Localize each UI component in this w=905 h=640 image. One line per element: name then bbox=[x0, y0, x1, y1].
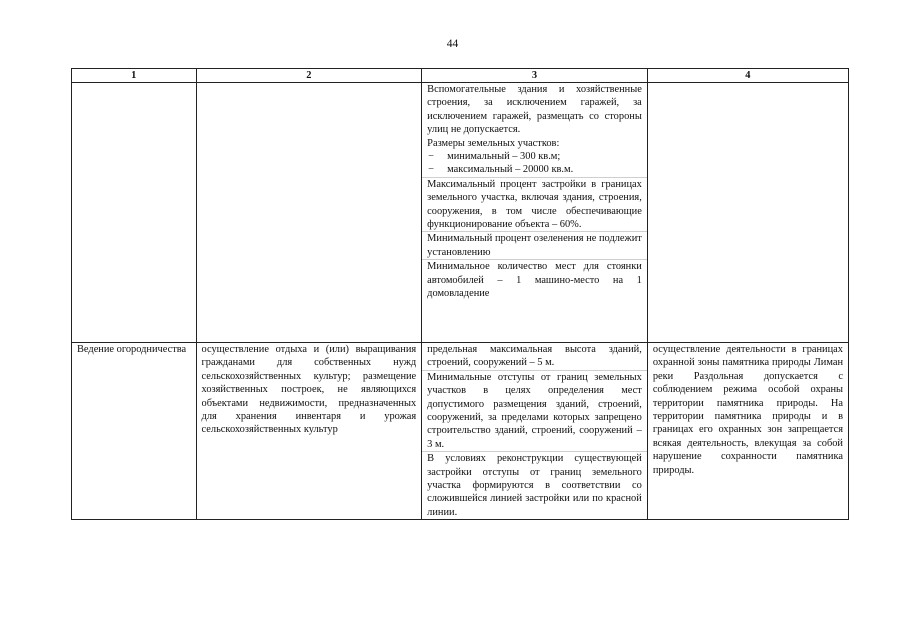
bullet-dash: − bbox=[428, 151, 435, 163]
list-item-text: максимальный – 20000 кв.м. bbox=[447, 164, 574, 176]
zoning-table bbox=[71, 68, 849, 520]
list-item-text: минимальный – 300 кв.м; bbox=[447, 151, 561, 163]
page-number: 44 bbox=[446, 38, 459, 50]
header-cell-4: 4 bbox=[647, 69, 848, 83]
table-row bbox=[72, 343, 849, 520]
row1-paragraph-outbuildings: Вспомогательные здания и хозяйственные строения, за исключением гаражей, за исключением гаражей, размещать со стороны улиц не допускается. bbox=[427, 84, 642, 136]
row1-paragraph-greening: Минимальный процент озеленения не подлежит установлению bbox=[422, 231, 647, 259]
row2-col4-cell bbox=[647, 343, 848, 520]
table-row bbox=[72, 83, 849, 343]
row1-col2-cell bbox=[196, 83, 422, 343]
land-use-description: осуществление отдыха и (или) выращивания гражданами для собственных нужд сельскохозяйственных культур; размещение хозяйственных построек, не являющихся объектами недвижимости, предназначенных для хранения инвентаря и урожая сельскохозяйственных культур bbox=[201, 344, 417, 436]
row2-paragraph-setbacks: Минимальные отступы от границ земельных участков в целях определения мест допустимого размещения зданий, строений, сооружений, за пределами которых запрещено строительство зданий, строений, сооружений – 3 м. bbox=[422, 370, 647, 451]
header-cell-2: 2 bbox=[196, 69, 422, 83]
row1-col3-cell bbox=[422, 83, 648, 343]
restrictions-text: осуществление деятельности в границах охранной зоны памятника природы Лиман реки Раздольная допускается с соблюдением режима особой охраны территории памятника природы. На территории памятника природы и в границах его охранных зон запрещается всякая деятельность, влекущая за собой нарушение сохранности памятника природы. bbox=[652, 344, 843, 476]
land-use-type: Ведение огородничества bbox=[77, 344, 187, 355]
bullet-dash: − bbox=[428, 164, 435, 176]
table-header-row bbox=[72, 69, 849, 83]
row2-col2-cell bbox=[196, 343, 422, 520]
row1-paragraph-building-percent: Максимальный процент застройки в границах земельного участка, включая здания, строения, сооружения, в том числе обеспечивающие функционирование объекта – 60%. bbox=[422, 177, 647, 232]
list-item bbox=[427, 163, 642, 176]
row1-col1-cell bbox=[72, 83, 197, 343]
row2-col1-cell bbox=[72, 343, 197, 520]
row2-paragraph-reconstruction: В условиях реконструкции существующей застройки отступы от границ земельного участка формируются в соответствии со сложившейся линией застройки или по красной линии. bbox=[422, 451, 647, 519]
row1-paragraph-parking: Минимальное количество мест для стоянки автомобилей – 1 машино-место на 1 домовладение bbox=[422, 259, 647, 300]
header-cell-1: 1 bbox=[72, 69, 197, 83]
row2-paragraph-max-height: предельная максимальная высота зданий, строений, сооружений – 5 м. bbox=[427, 344, 642, 369]
header-cell-3: 3 bbox=[422, 69, 648, 83]
row1-paragraph-plot-sizes: Размеры земельных участков: bbox=[427, 137, 560, 149]
row1-col4-cell bbox=[647, 83, 848, 343]
list-item bbox=[427, 150, 642, 163]
row2-col3-cell bbox=[422, 343, 648, 520]
